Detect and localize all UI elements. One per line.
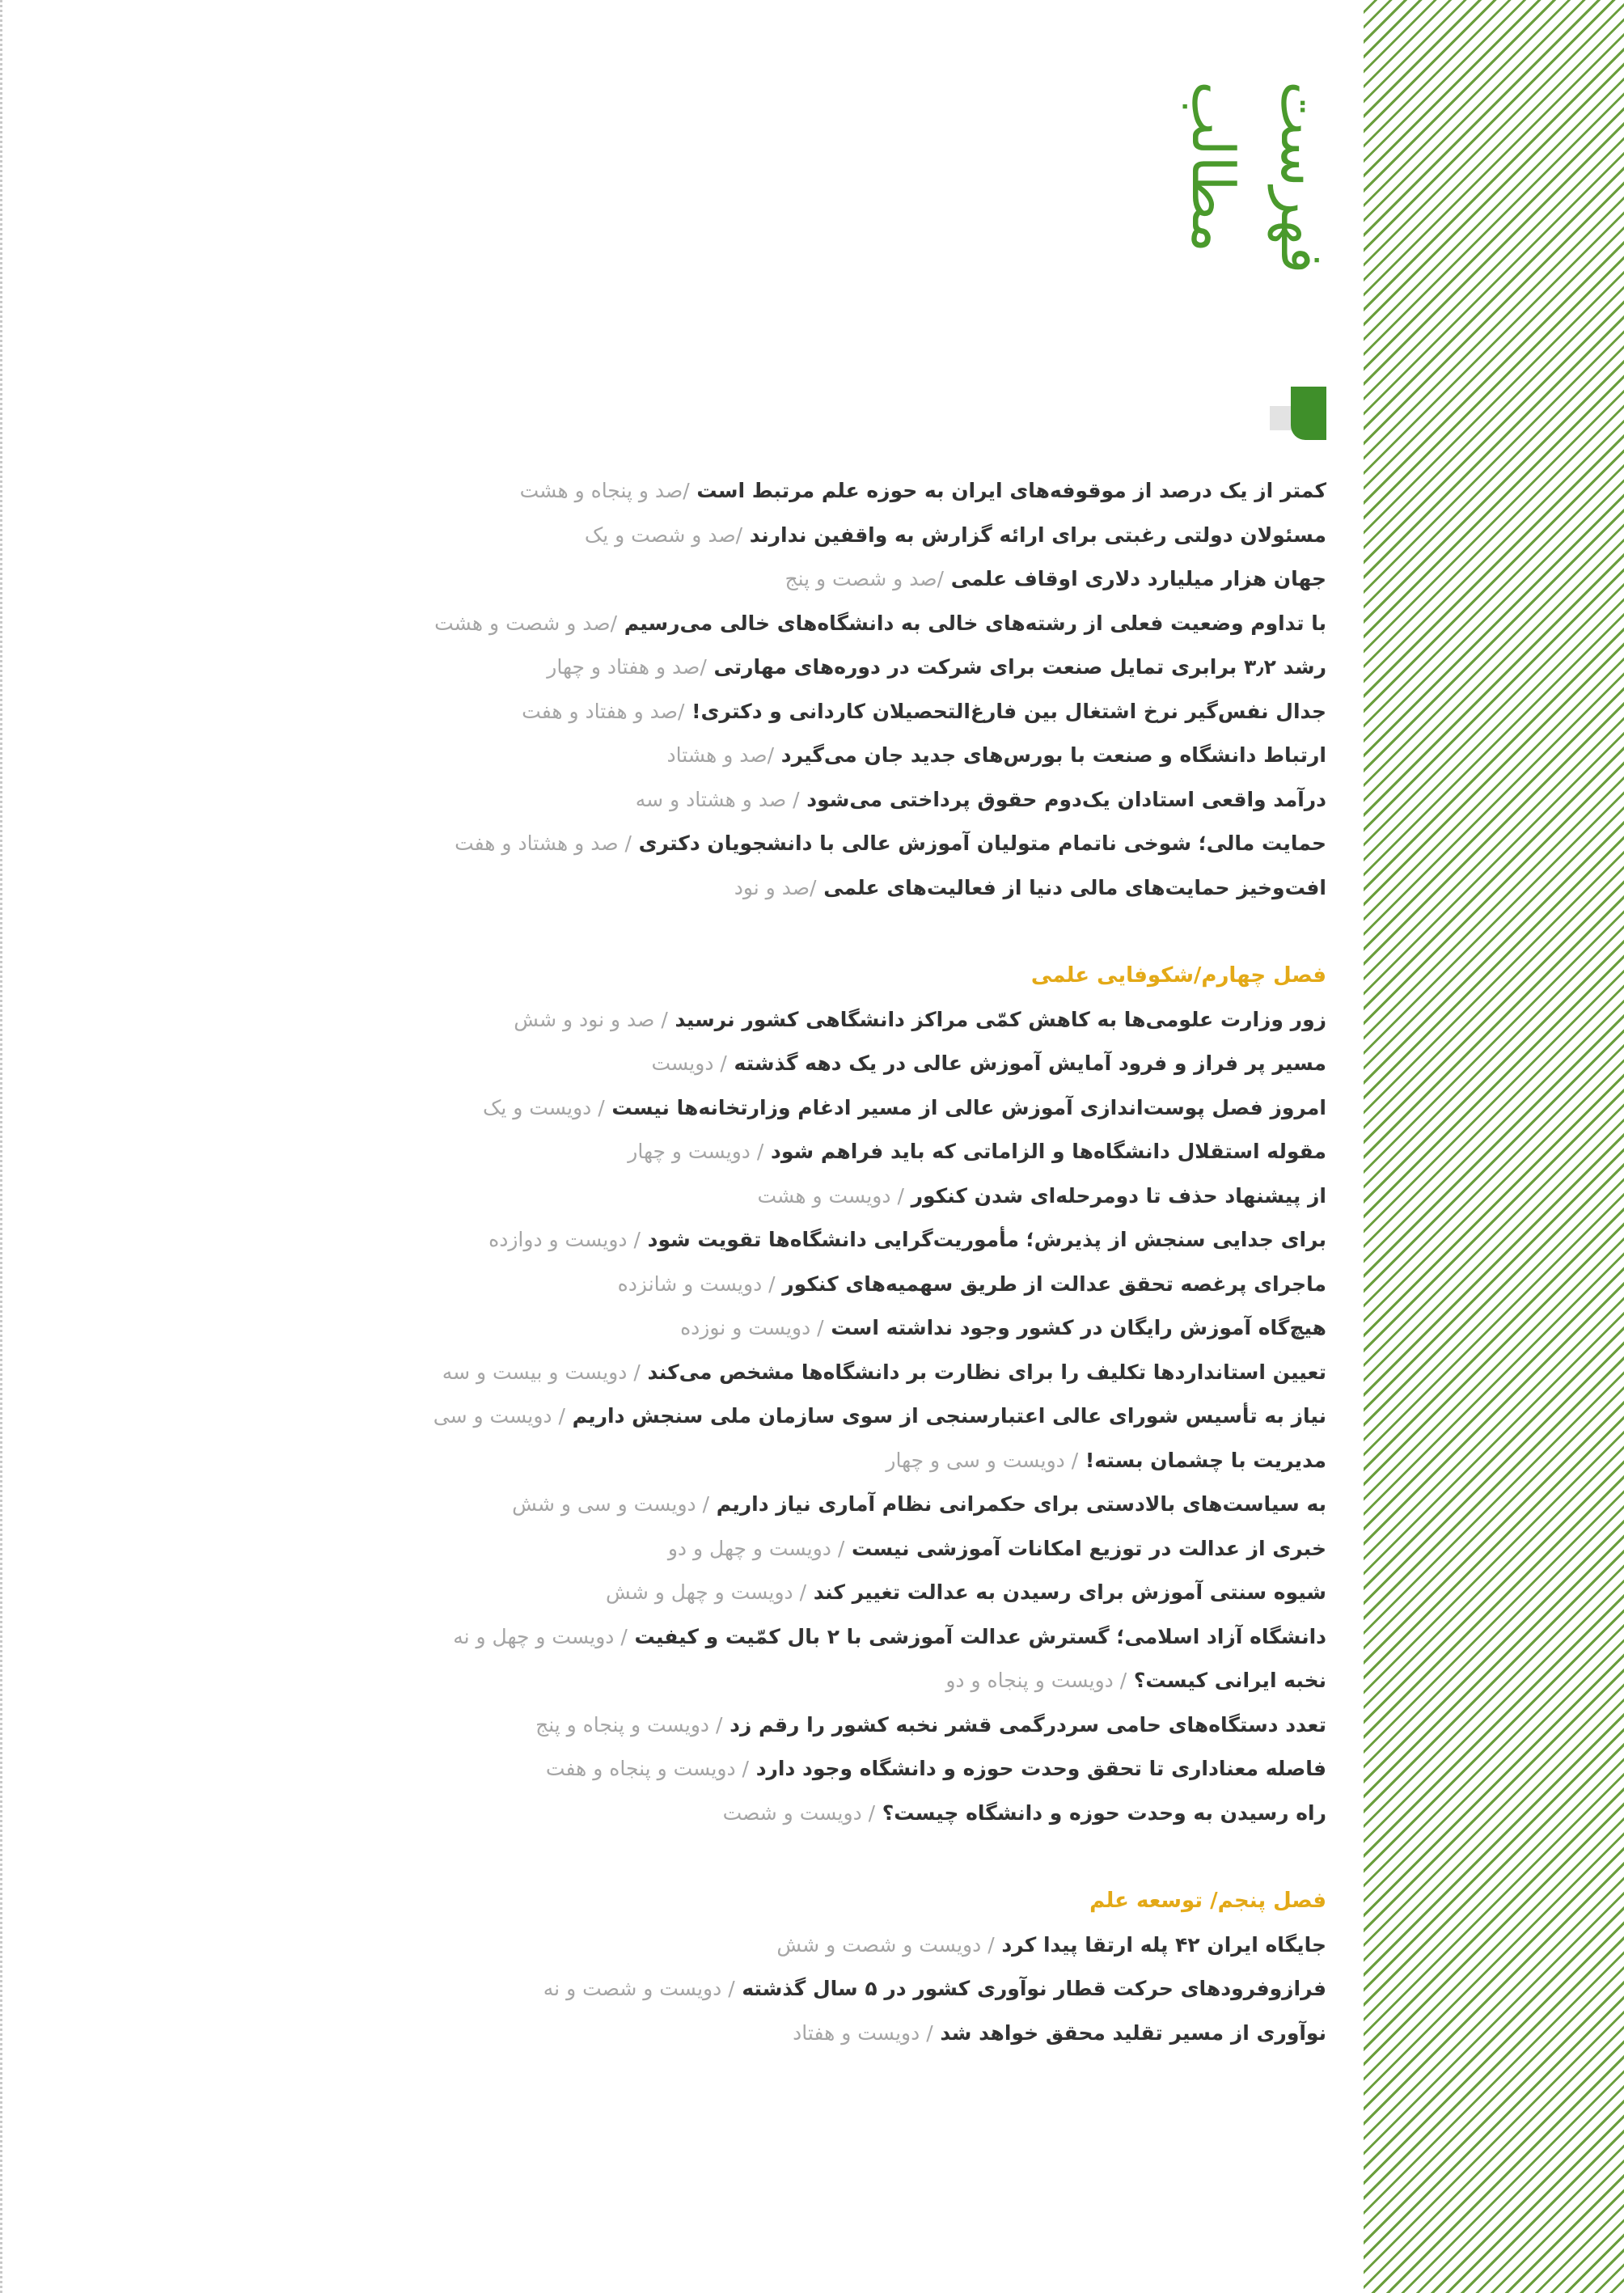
toc-entry-title: حمایت مالی؛ شوخی ناتمام متولیان آموزش عالی با دانشجویان دکتری xyxy=(631,831,1326,855)
toc-entry[interactable] xyxy=(178,469,1326,514)
toc-entry-title: از پیشنهاد حذف تا دومرحله‌ای شدن کنکور xyxy=(903,1183,1326,1208)
toc-entry[interactable] xyxy=(178,690,1326,734)
toc-entry[interactable] xyxy=(178,1351,1326,1395)
toc-entry-page: / دویست و سی و چهار xyxy=(886,1448,1079,1472)
toc-section xyxy=(178,1879,1326,2055)
toc-entry-page: / دویست و چهل و نه xyxy=(453,1624,628,1648)
toc-entry[interactable] xyxy=(178,1747,1326,1792)
toc-entry[interactable] xyxy=(178,1792,1326,1836)
toc-entry-page: / دویست و پنجاه و دو xyxy=(945,1669,1127,1692)
toc-entry-page: / صد و هشتاد و هفت xyxy=(455,831,632,855)
toc-entry[interactable] xyxy=(178,1130,1326,1174)
toc-entry-page: /صد و نود xyxy=(734,875,817,899)
toc-entry-page: / دویست و سی xyxy=(433,1404,565,1428)
toc-entry[interactable] xyxy=(178,1439,1326,1483)
toc-entry-title: امروز فصل پوست‌اندازی آموزش عالی از مسیر ادغام وزارتخانه‌ها نیست xyxy=(604,1095,1326,1119)
toc-entry-title: به سیاست‌های بالادستی برای حکمرانی نظام آماری نیاز داریم xyxy=(709,1492,1326,1516)
toc-entry-page: / دویست و هشت xyxy=(757,1183,904,1208)
toc-entry[interactable] xyxy=(178,1263,1326,1307)
section-heading: فصل پنجم/ توسعه علم xyxy=(1089,1889,1326,1913)
toc-entry-page: /صد و هفتاد و هفت xyxy=(522,699,685,723)
toc-entry-page: / دویست و شصت و شش xyxy=(776,1932,995,1957)
toc-entry-title: نخبه ایرانی کیست؟ xyxy=(1127,1669,1326,1692)
toc-entry-page: / صد و نود و شش xyxy=(514,1007,668,1031)
toc-entry-title: زور وزارت علومی‌ها به کاهش کمّی مراکز دانشگاهی کشور نرسید xyxy=(667,1007,1326,1031)
toc-entry-title: فاصله معناداری تا تحقق وحدت حوزه و دانشگاه وجود دارد xyxy=(748,1757,1326,1780)
toc-entry-title: ماجرای پرغصه تحقق عدالت از طریق سهمیه‌های کنکور xyxy=(775,1271,1326,1296)
toc-entry[interactable] xyxy=(178,1174,1326,1219)
toc-entry-title: جهان هزار میلیارد دلاری اوقاف علمی xyxy=(943,567,1326,590)
toc-entry[interactable] xyxy=(178,602,1326,646)
toc-entry-title: نوآوری از مسیر تقلید محقق خواهد شد xyxy=(933,2020,1326,2045)
toc-entry[interactable] xyxy=(178,1703,1326,1748)
toc-entry-page: / دویست و پنجاه و هفت xyxy=(545,1757,749,1780)
toc-entry-title: تعیین استانداردها تکلیف را برای نظارت بر دانشگاه‌ها مشخص می‌کند xyxy=(640,1360,1326,1384)
toc-entry[interactable] xyxy=(178,998,1326,1043)
toc-entry[interactable] xyxy=(178,734,1326,778)
intro-entry-list xyxy=(178,469,1326,910)
toc-entry-title: تعدد دستگاه‌های حامی سردرگمی قشر نخبه کشور را رقم زد xyxy=(722,1712,1326,1737)
toc-entry-page: /صد و شصت و هشت xyxy=(434,611,617,635)
toc-entry-title: درآمد واقعی استادان یک‌دوم حقوق پرداختی می‌شود xyxy=(799,787,1326,811)
toc-entry-page: / دویست و یک xyxy=(483,1095,605,1119)
toc-entry[interactable] xyxy=(178,1527,1326,1572)
toc-entry-page: / دویست و نوزده xyxy=(680,1316,824,1339)
toc-entry-page: / دویست و چهل و شش xyxy=(605,1580,807,1604)
toc-entry[interactable] xyxy=(178,2012,1326,2056)
toc-entry-page: / دویست و پنجاه و پنج xyxy=(535,1712,723,1737)
toc-entry[interactable] xyxy=(178,778,1326,823)
toc-entry[interactable] xyxy=(178,1571,1326,1615)
toc-entry-title: کمتر از یک درصد از موقوفه‌های ایران به حوزه علم مرتبط است xyxy=(689,479,1326,502)
toc-entry-page: /صد و پنجاه و هشت xyxy=(519,479,690,502)
page-binding-edge xyxy=(0,0,6,2293)
title-block xyxy=(1179,81,1347,421)
toc-section xyxy=(178,954,1326,1835)
toc-entry-title: شیوه سنتی آموزش برای رسیدن به عدالت تغییر کند xyxy=(806,1580,1326,1604)
toc-entry[interactable] xyxy=(178,557,1326,602)
toc-entry[interactable] xyxy=(178,1042,1326,1086)
toc-entry-page: / دویست و دوازده xyxy=(488,1228,641,1251)
toc-entry-title: برای جدایی سنجش از پذیرش؛ مأموریت‌گرایی دانشگاه‌ها تقویت شود xyxy=(640,1228,1326,1251)
toc-sections xyxy=(178,954,1326,2055)
toc-entry-title: جدال نفس‌گیر نرخ اشتغال بین فارغ‌التحصیلان کاردانی و دکتری! xyxy=(684,699,1326,723)
section-heading: فصل چهارم/شکوفایی علمی xyxy=(1030,963,1326,988)
toc-entry[interactable] xyxy=(178,1306,1326,1351)
toc-entry[interactable] xyxy=(178,645,1326,690)
toc-entry-title: مدیریت با چشمان بسته! xyxy=(1078,1448,1326,1472)
toc-entry-title: خبری از عدالت در توزیع امکانات آموزشی نیست xyxy=(844,1536,1326,1560)
toc-entry-title: جایگاه ایران ۴۲ پله ارتقا پیدا کرد xyxy=(994,1932,1326,1957)
toc-entry[interactable] xyxy=(178,1967,1326,2012)
toc-entry[interactable] xyxy=(178,1659,1326,1703)
toc-entry-title: مسیر پر فراز و فرود آمایش آموزش عالی در یک دهه گذشته xyxy=(726,1051,1326,1075)
toc-entry-title: فرازوفرودهای حرکت قطار نوآوری کشور در ۵ سال گذشته xyxy=(734,1977,1326,2000)
toc-entry-title: هیچ‌گاه آموزش رایگان در کشور وجود نداشته است xyxy=(823,1316,1326,1339)
toc-entry-page: / دویست xyxy=(651,1051,727,1075)
toc-entry-page: /صد و هشتاد xyxy=(666,743,775,767)
toc-entry-page: / صد و هشتاد و سه xyxy=(635,787,800,811)
toc-entry-page: / دویست و شانزده xyxy=(617,1271,776,1296)
toc-entry[interactable] xyxy=(178,1923,1326,1968)
toc-entry-title: راه رسیدن به وحدت حوزه و دانشگاه چیست؟ xyxy=(875,1800,1326,1825)
toc-entry[interactable] xyxy=(178,1394,1326,1439)
toc-entry-page: / دویست و شصت xyxy=(722,1800,876,1825)
toc-entry-title: افت‌وخیز حمایت‌های مالی دنیا از فعالیت‌های علمی xyxy=(816,875,1326,899)
toc-entry-page: /صد و شصت و پنج xyxy=(785,567,944,590)
toc-entry[interactable] xyxy=(178,866,1326,911)
toc-entry-title: با تداوم وضعیت فعلی از رشته‌های خالی به دانشگاه‌های خالی می‌رسیم xyxy=(617,611,1326,635)
toc-entry-page: /صد و شصت و یک xyxy=(584,522,743,547)
toc-entry[interactable] xyxy=(178,1086,1326,1131)
toc-entry-title: ارتباط دانشگاه و صنعت با بورس‌های جدید جان می‌گیرد xyxy=(774,743,1326,767)
table-of-contents xyxy=(178,469,1326,2055)
title-corner-mark-icon xyxy=(1270,387,1326,440)
toc-entry-page: / دویست و شصت و نه xyxy=(543,1977,735,2000)
toc-entry[interactable] xyxy=(178,1483,1326,1527)
toc-entry-page: /صد و هفتاد و چهار xyxy=(547,655,707,679)
decorative-stripe-band xyxy=(1364,0,1624,2293)
toc-entry-page: / دویست و چهار xyxy=(628,1140,764,1163)
toc-entry-page: / دویست و هفتاد xyxy=(793,2020,933,2045)
toc-entry-page: / دویست و بیست و سه xyxy=(442,1360,641,1384)
toc-entry-page: / دویست و چهل و دو xyxy=(667,1536,845,1560)
toc-entry-title: مقوله استقلال دانشگاه‌ها و الزاماتی که باید فراهم شود xyxy=(763,1140,1326,1163)
toc-entry-title: دانشگاه آزاد اسلامی؛ گسترش عدالت آموزشی با ۲ بال کمّیت و کیفیت xyxy=(627,1624,1326,1648)
toc-entry-title: رشد ۳٫۲ برابری تمایل صنعت برای شرکت در دوره‌های مهارتی xyxy=(706,655,1326,679)
toc-entry[interactable] xyxy=(178,1615,1326,1660)
toc-entry-page: / دویست و سی و شش xyxy=(512,1492,710,1516)
page-title: فهرست مطالب xyxy=(1179,81,1336,274)
toc-entry[interactable] xyxy=(178,822,1326,866)
toc-entry[interactable] xyxy=(178,1218,1326,1263)
toc-entry[interactable] xyxy=(178,514,1326,558)
toc-entry-title: مسئولان دولتی رغبتی برای ارائه گزارش به واقفین ندارند xyxy=(742,522,1326,547)
toc-entry-title: نیاز به تأسیس شورای عالی اعتبارسنجی از سوی سازمان ملی سنجش داریم xyxy=(565,1404,1326,1428)
